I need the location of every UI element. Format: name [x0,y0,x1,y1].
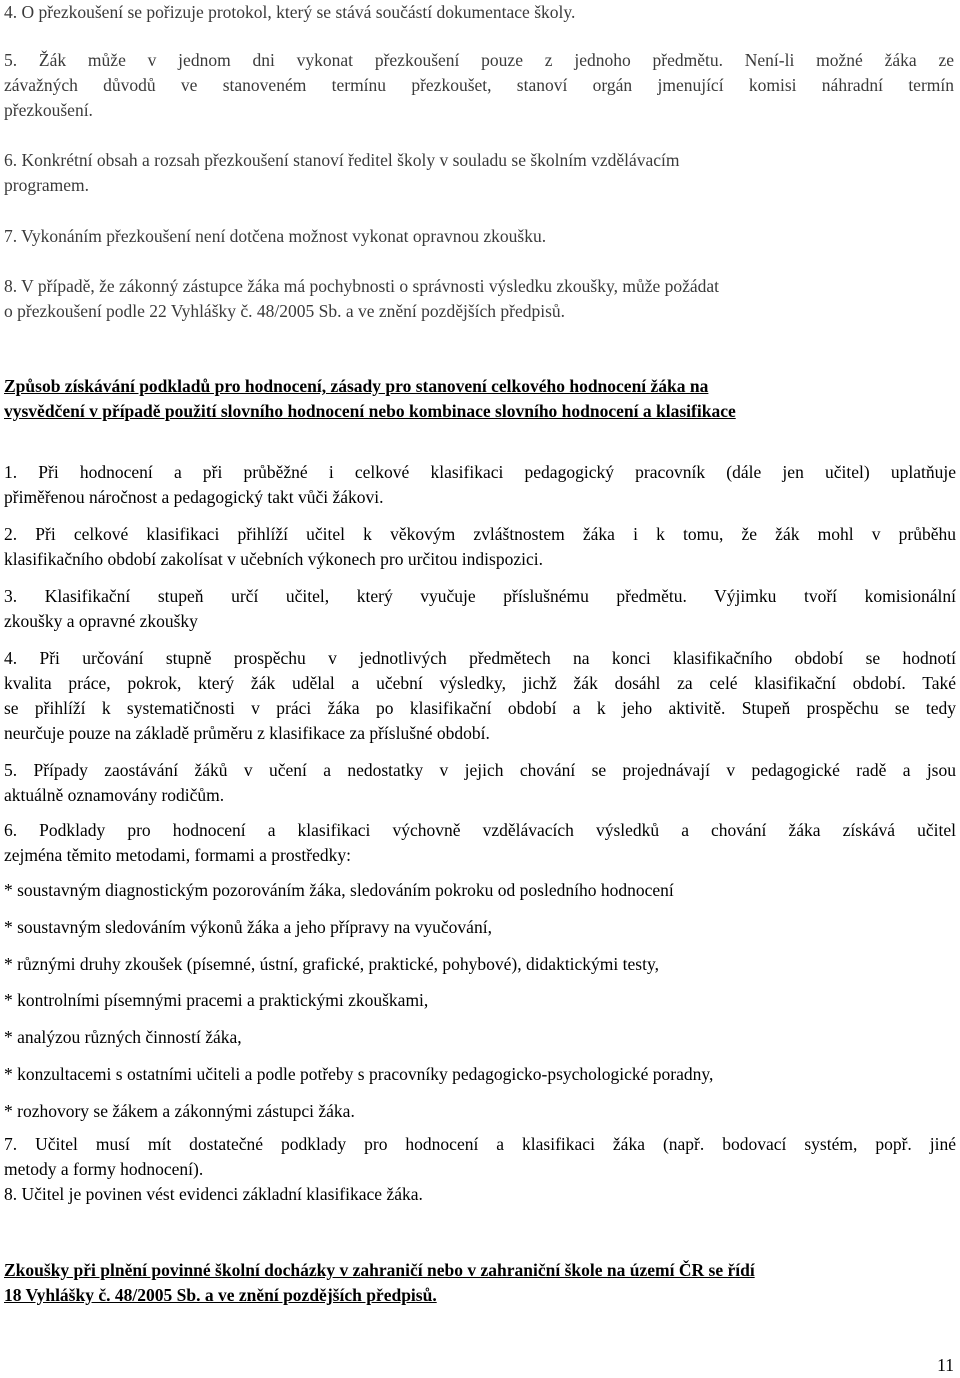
text-line: kvalita práce, pokrok, který žák udělal a učební výsledky, jichž žák dosáhl za celé klasifikační období. Také [4,673,956,693]
text-line: neurčuje pouze na základě průměru z klasifikace za příslušné období. [4,723,490,743]
text-line: 6. Podklady pro hodnocení a klasifikaci výchovně vzdělávacích výsledků a chování žáka získává učitel [4,820,956,840]
rule-2 [4,522,956,572]
text-line: aktuálně oznamovány rodičům. [4,785,225,805]
text-line: metody a formy hodnocení). [4,1159,204,1179]
text-line: 1. Při hodnocení a při průběžné i celkové klasifikaci pedagogický pracovník (dále jen učitel) uplatňuje [4,462,956,482]
text-line: 8. V případě, že zákonný zástupce žáka má pochybnosti o správnosti výsledku zkoušky, může požádat [4,276,720,296]
paragraph-4 [4,0,575,25]
list-item: * různými druhy zkoušek (písemné, ústní, grafické, praktické, pohybové), didaktickými testy, [4,954,659,974]
list-item: * rozhovory se žákem a zákonnými zástupci žáka. [4,1101,355,1121]
text-line: závažných důvodů ve stanoveném termínu přezkoušet, stanoví orgán jmenující komisi náhradní termín [4,75,954,95]
rule-8 [4,1182,423,1207]
text-line: programem. [4,175,90,195]
text-line: přiměřenou náročnost a pedagogický takt vůči žákovi. [4,487,384,507]
section-heading-abroad [4,1258,954,1308]
section-heading-evaluation [4,374,954,424]
list-item: * kontrolními písemnými pracemi a praktickými zkouškami, [4,990,429,1010]
text-line: zkoušky a opravné zkoušky [4,611,198,631]
text-line: se přihlíží k systematičnosti v práci žáka po klasifikační období a k jeho aktivitě. Stupeň prospěchu se tedy [4,698,956,718]
list-item: * analýzou různých činností žáka, [4,1027,242,1047]
rule-6 [4,818,956,868]
list-item: * konzultacemi s ostatními učiteli a podle potřeby s pracovníky pedagogicko-psychologické poradny, [4,1064,714,1084]
text-line: 4. Při určování stupně prospěchu v jednotlivých předmětech na konci klasifikačního období se hodnotí [4,648,956,668]
list-item: * soustavným sledováním výkonů žáka a jeho přípravy na vyučování, [4,917,492,937]
text-line: přezkoušení. [4,100,93,120]
text-line: 5. Případy zaostávání žáků v učení a nedostatky v jejich chování se projednávají v pedagogické radě a jsou [4,760,956,780]
text-line: 6. Konkrétní obsah a rozsah přezkoušení stanoví ředitel školy v souladu se školním vzdělávacím [4,150,680,170]
page-number: 11 [937,1355,954,1375]
text-line: zejména těmito metodami, formami a prostředky: [4,845,351,865]
rule-3 [4,584,956,634]
text-line: o přezkoušení podle 22 Vyhlášky č. 48/2005 Sb. a ve znění pozdějších předpisů. [4,301,566,321]
text-line: 8. Učitel je povinen vést evidenci základní klasifikace žáka. [4,1184,423,1204]
text-line: 7. Vykonáním přezkoušení není dotčena možnost vykonat opravnou zkoušku. [4,226,547,246]
text-line: 3. Klasifikační stupeň určí učitel, který vyučuje příslušnému předmětu. Výjimku tvoří komisionální [4,586,956,606]
paragraph-8 [4,274,954,324]
rule-5 [4,758,956,808]
text-line: klasifikačního období zakolísat v učebních výkonech pro určitou indispozici. [4,549,543,569]
paragraph-5 [4,48,954,123]
rule-4 [4,646,956,746]
heading-line: Zkoušky při plnění povinné školní docházky v zahraničí nebo v zahraniční škole na území ČR se řídí [4,1260,755,1280]
text-line: 2. Při celkové klasifikaci přihlíží učitel k věkovým zvláštnostem žáka i k tomu, že žák mohl v průběhu [4,524,956,544]
list-item: * soustavným diagnostickým pozorováním žáka, sledováním pokroku od posledního hodnocení [4,880,674,900]
heading-line: Způsob získávání podkladů pro hodnocení, zásady pro stanovení celkového hodnocení žáka na [4,376,709,396]
text-line: 5. Žák může v jednom dni vykonat přezkoušení pouze z jednoho předmětu. Není-li možné žáka ze [4,50,954,70]
rule-7 [4,1132,956,1182]
text-line: 7. Učitel musí mít dostatečné podklady pro hodnocení a klasifikaci žáka (např. bodovací systém, popř. jiné [4,1134,956,1154]
text-line: 4. O přezkoušení se pořizuje protokol, který se stává součástí dokumentace školy. [4,2,576,22]
heading-line: 18 Vyhlášky č. 48/2005 Sb. a ve znění pozdějších předpisů. [4,1285,437,1305]
paragraph-7 [4,224,546,249]
paragraph-6 [4,148,680,198]
heading-line: vysvědčení v případě použití slovního hodnocení nebo kombinace slovního hodnocení a klasifikace [4,401,736,421]
rule-1 [4,460,956,510]
